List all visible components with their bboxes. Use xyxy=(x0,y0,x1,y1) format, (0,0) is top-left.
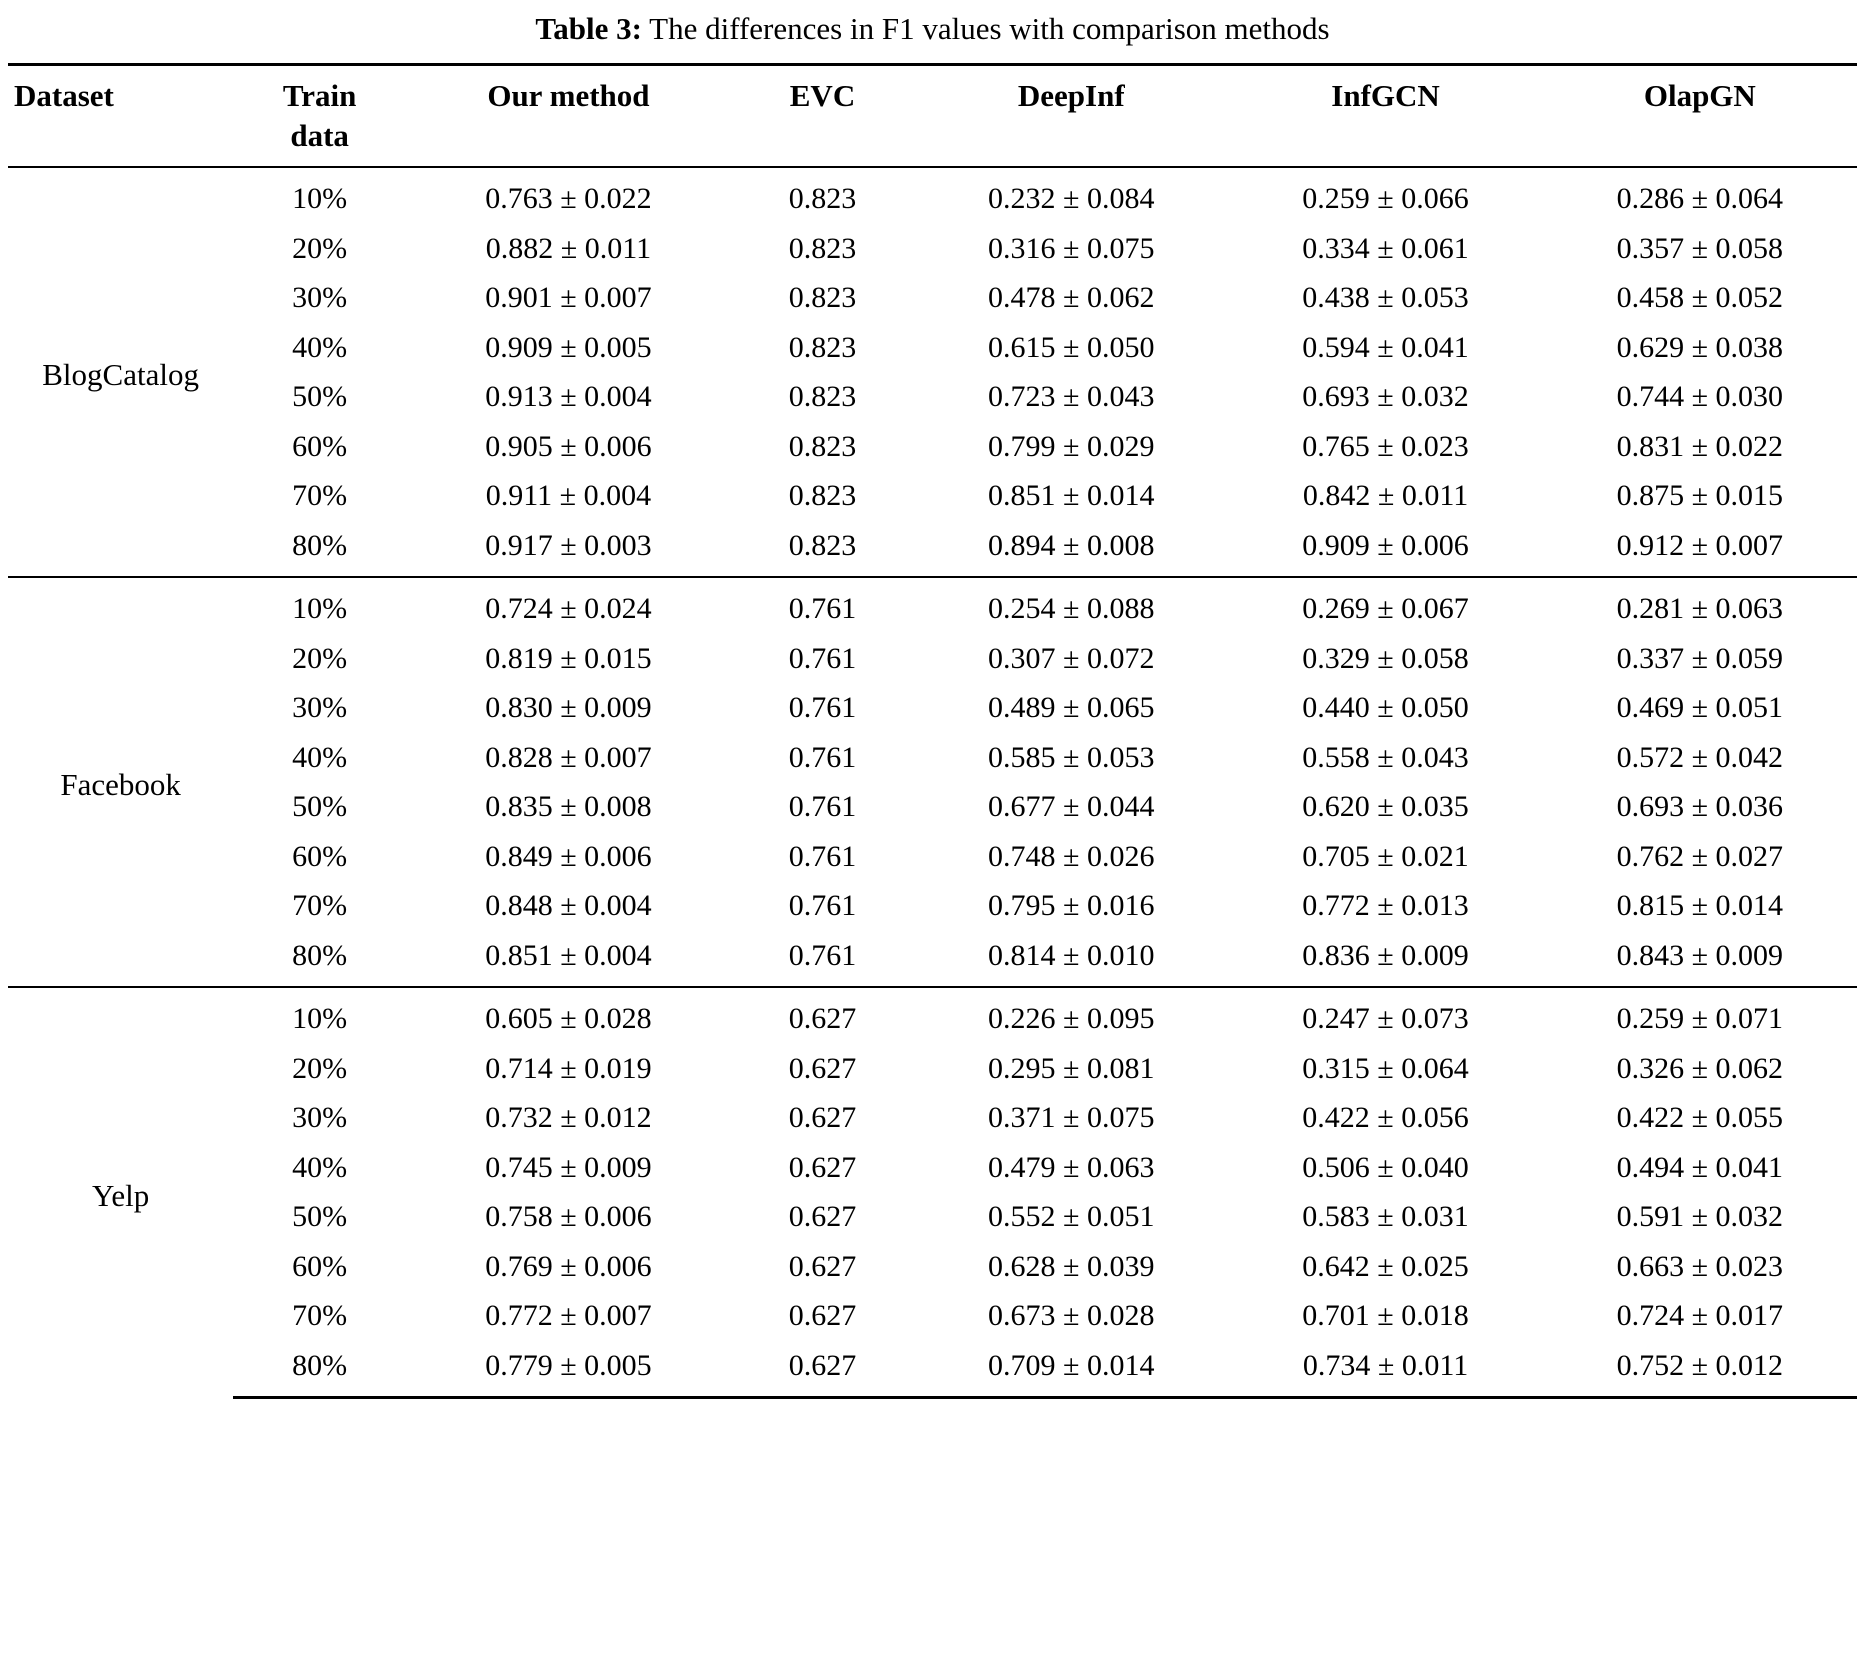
olapgn-cell: 0.591 ± 0.032 xyxy=(1616,1200,1784,1234)
infgcn-cell: 0.693 ± 0.032 xyxy=(1302,380,1469,414)
evc-cell: 0.823 xyxy=(788,182,857,216)
table-row xyxy=(8,1093,1857,1143)
infgcn-cell: 0.842 ± 0.011 xyxy=(1302,479,1469,513)
evc-cell: 0.761 xyxy=(788,839,857,873)
evc-cell: 0.627 xyxy=(788,1200,857,1234)
our-method-cell: 0.779 ± 0.005 xyxy=(406,1341,731,1398)
infgcn-cell: 0.701 ± 0.018 xyxy=(1302,1299,1469,1333)
table-row xyxy=(8,881,1857,931)
column-header-train-line1: Train xyxy=(282,77,357,113)
evc-cell: 0.761 xyxy=(788,740,857,774)
evc-cell: 0.627 xyxy=(788,1101,857,1135)
deepinf-cell: 0.254 ± 0.088 xyxy=(914,577,1228,634)
table-row xyxy=(8,1242,1857,1292)
olapgn-cell: 0.843 ± 0.009 xyxy=(1616,938,1784,972)
dataset-name-cell: BlogCatalog xyxy=(42,356,199,392)
evc-cell: 0.627 xyxy=(788,1299,857,1333)
deepinf-cell: 0.795 ± 0.016 xyxy=(988,889,1155,923)
train-data-cell: 40% xyxy=(292,740,348,774)
train-data-cell: 10% xyxy=(233,987,406,1044)
deepinf-cell: 0.894 ± 0.008 xyxy=(988,528,1155,562)
infgcn-cell: 0.705 ± 0.021 xyxy=(1302,839,1469,873)
olapgn-cell: 0.724 ± 0.017 xyxy=(1616,1299,1784,1333)
olapgn-cell: 0.469 ± 0.051 xyxy=(1616,691,1784,725)
deepinf-cell: 0.677 ± 0.044 xyxy=(988,790,1155,824)
table-body xyxy=(8,167,1857,1398)
evc-cell: 0.761 xyxy=(731,577,914,634)
deepinf-cell: 0.585 ± 0.053 xyxy=(988,740,1155,774)
our-method-cell: 0.724 ± 0.024 xyxy=(406,577,731,634)
olapgn-cell: 0.286 ± 0.064 xyxy=(1616,182,1784,216)
our-method-cell: 0.835 ± 0.008 xyxy=(485,790,652,824)
our-method-cell: 0.830 ± 0.009 xyxy=(485,691,652,725)
olapgn-cell: 0.357 ± 0.058 xyxy=(1616,231,1784,265)
infgcn-cell: 0.642 ± 0.025 xyxy=(1302,1249,1469,1283)
evc-cell: 0.823 xyxy=(788,528,857,562)
evc-cell: 0.823 xyxy=(788,281,857,315)
olapgn-cell: 0.281 ± 0.063 xyxy=(1543,577,1857,634)
column-header-evc: EVC xyxy=(731,64,914,167)
infgcn-cell: 0.583 ± 0.031 xyxy=(1302,1200,1469,1234)
table-row xyxy=(8,683,1857,733)
table-caption-text: The differences in F1 values with comparison methods xyxy=(641,11,1330,46)
infgcn-cell: 0.259 ± 0.066 xyxy=(1302,182,1469,216)
header-row xyxy=(8,64,1857,167)
table-row xyxy=(8,931,1857,988)
olapgn-cell: 0.259 ± 0.071 xyxy=(1543,987,1857,1044)
our-method-cell: 0.819 ± 0.015 xyxy=(485,641,652,675)
evc-cell: 0.627 xyxy=(731,1341,914,1398)
deepinf-cell: 0.307 ± 0.072 xyxy=(988,641,1155,675)
table-row xyxy=(8,1291,1857,1341)
column-header-train-data xyxy=(233,64,406,167)
deepinf-cell: 0.226 ± 0.095 xyxy=(914,987,1228,1044)
train-data-cell: 10% xyxy=(292,182,348,216)
table-row xyxy=(8,323,1857,373)
evc-cell: 0.823 xyxy=(788,429,857,463)
evc-cell: 0.823 xyxy=(788,479,857,513)
table-row xyxy=(8,733,1857,783)
evc-cell: 0.761 xyxy=(788,889,857,923)
olapgn-cell: 0.422 ± 0.055 xyxy=(1616,1101,1784,1135)
column-header-olapgn: OlapGN xyxy=(1543,64,1857,167)
deepinf-cell: 0.673 ± 0.028 xyxy=(988,1299,1155,1333)
deepinf-cell: 0.799 ± 0.029 xyxy=(988,429,1155,463)
train-data-cell: 70% xyxy=(292,889,348,923)
infgcn-cell: 0.765 ± 0.023 xyxy=(1302,429,1469,463)
train-data-cell: 30% xyxy=(292,281,348,315)
deepinf-cell: 0.628 ± 0.039 xyxy=(988,1249,1155,1283)
olapgn-cell: 0.693 ± 0.036 xyxy=(1616,790,1784,824)
infgcn-cell: 0.329 ± 0.058 xyxy=(1302,641,1469,675)
deepinf-cell: 0.479 ± 0.063 xyxy=(988,1150,1155,1184)
infgcn-cell: 0.440 ± 0.050 xyxy=(1302,691,1469,725)
our-method-cell: 0.828 ± 0.007 xyxy=(485,740,652,774)
train-data-cell: 50% xyxy=(292,790,348,824)
our-method-cell: 0.905 ± 0.006 xyxy=(485,429,652,463)
infgcn-cell: 0.772 ± 0.013 xyxy=(1302,889,1469,923)
train-data-cell: 20% xyxy=(292,1051,348,1085)
olapgn-cell: 0.326 ± 0.062 xyxy=(1616,1051,1784,1085)
dataset-name-cell: Facebook xyxy=(8,577,233,987)
olapgn-cell: 0.494 ± 0.041 xyxy=(1616,1150,1784,1184)
column-header-train-line2: data xyxy=(290,118,349,154)
infgcn-cell: 0.438 ± 0.053 xyxy=(1302,281,1469,315)
olapgn-cell: 0.629 ± 0.038 xyxy=(1616,330,1784,364)
deepinf-cell: 0.709 ± 0.014 xyxy=(914,1341,1228,1398)
train-data-cell: 30% xyxy=(292,691,348,725)
evc-cell: 0.761 xyxy=(788,938,857,972)
evc-cell: 0.823 xyxy=(788,380,857,414)
f1-comparison-table xyxy=(8,63,1857,1400)
evc-cell: 0.761 xyxy=(788,691,857,725)
table-caption-label: Table 3: xyxy=(535,11,642,46)
our-method-cell: 0.911 ± 0.004 xyxy=(485,479,652,513)
table-row xyxy=(8,1143,1857,1193)
olapgn-cell: 0.875 ± 0.015 xyxy=(1616,479,1784,513)
table-row xyxy=(8,577,1857,634)
train-data-cell: 80% xyxy=(292,938,348,972)
our-method-cell: 0.917 ± 0.003 xyxy=(485,528,652,562)
train-data-cell: 20% xyxy=(292,641,348,675)
olapgn-cell: 0.752 ± 0.012 xyxy=(1543,1341,1857,1398)
table-row xyxy=(8,521,1857,578)
infgcn-cell: 0.836 ± 0.009 xyxy=(1302,938,1469,972)
infgcn-cell: 0.734 ± 0.011 xyxy=(1228,1341,1542,1398)
train-data-cell: 10% xyxy=(233,577,406,634)
our-method-cell: 0.909 ± 0.005 xyxy=(485,330,652,364)
table-row xyxy=(8,422,1857,472)
our-method-cell: 0.763 ± 0.022 xyxy=(485,182,652,216)
table-row xyxy=(8,167,1857,224)
infgcn-cell: 0.506 ± 0.040 xyxy=(1302,1150,1469,1184)
table-row xyxy=(8,634,1857,684)
column-header-dataset: Dataset xyxy=(8,64,233,167)
deepinf-cell: 0.478 ± 0.062 xyxy=(988,281,1155,315)
evc-cell: 0.823 xyxy=(788,330,857,364)
train-data-cell: 60% xyxy=(292,839,348,873)
olapgn-cell: 0.831 ± 0.022 xyxy=(1616,429,1784,463)
deepinf-cell: 0.814 ± 0.010 xyxy=(988,938,1155,972)
deepinf-cell: 0.316 ± 0.075 xyxy=(988,231,1155,265)
table-row xyxy=(8,372,1857,422)
olapgn-cell: 0.815 ± 0.014 xyxy=(1616,889,1784,923)
evc-cell: 0.627 xyxy=(731,987,914,1044)
deepinf-cell: 0.723 ± 0.043 xyxy=(988,380,1155,414)
infgcn-cell: 0.269 ± 0.067 xyxy=(1228,577,1542,634)
olapgn-cell: 0.762 ± 0.027 xyxy=(1616,839,1784,873)
olapgn-cell: 0.572 ± 0.042 xyxy=(1616,740,1784,774)
column-header-deepinf: DeepInf xyxy=(914,64,1228,167)
train-data-cell: 80% xyxy=(292,528,348,562)
evc-cell: 0.627 xyxy=(788,1249,857,1283)
our-method-cell: 0.913 ± 0.004 xyxy=(485,380,652,414)
column-header-infgcn: InfGCN xyxy=(1228,64,1542,167)
table-row xyxy=(8,832,1857,882)
table-row xyxy=(8,1341,1857,1398)
deepinf-cell: 0.552 ± 0.051 xyxy=(988,1200,1155,1234)
table-header xyxy=(8,64,1857,167)
olapgn-cell: 0.663 ± 0.023 xyxy=(1616,1249,1784,1283)
train-data-cell: 30% xyxy=(292,1101,348,1135)
our-method-cell: 0.758 ± 0.006 xyxy=(485,1200,652,1234)
olapgn-cell: 0.744 ± 0.030 xyxy=(1616,380,1784,414)
dataset-name-cell: Yelp xyxy=(8,987,233,1398)
our-method-cell: 0.851 ± 0.004 xyxy=(485,938,652,972)
our-method-cell: 0.882 ± 0.011 xyxy=(485,231,652,265)
olapgn-cell: 0.912 ± 0.007 xyxy=(1616,528,1784,562)
train-data-cell: 40% xyxy=(292,1150,348,1184)
train-data-cell: 70% xyxy=(292,479,348,513)
infgcn-cell: 0.620 ± 0.035 xyxy=(1302,790,1469,824)
olapgn-cell: 0.337 ± 0.059 xyxy=(1616,641,1784,675)
infgcn-cell: 0.909 ± 0.006 xyxy=(1302,528,1469,562)
olapgn-cell: 0.458 ± 0.052 xyxy=(1616,281,1784,315)
evc-cell: 0.823 xyxy=(788,231,857,265)
evc-cell: 0.761 xyxy=(788,790,857,824)
our-method-cell: 0.714 ± 0.019 xyxy=(485,1051,652,1085)
infgcn-cell: 0.247 ± 0.073 xyxy=(1228,987,1542,1044)
our-method-cell: 0.901 ± 0.007 xyxy=(485,281,652,315)
train-data-cell: 40% xyxy=(292,330,348,364)
deepinf-cell: 0.232 ± 0.084 xyxy=(988,182,1155,216)
train-data-cell: 60% xyxy=(292,429,348,463)
train-data-cell: 50% xyxy=(292,1200,348,1234)
our-method-cell: 0.745 ± 0.009 xyxy=(485,1150,652,1184)
table-row xyxy=(8,224,1857,274)
train-data-cell: 80% xyxy=(233,1341,406,1398)
table-row xyxy=(8,471,1857,521)
table-caption xyxy=(8,10,1857,49)
our-method-cell: 0.848 ± 0.004 xyxy=(485,889,652,923)
evc-cell: 0.761 xyxy=(788,641,857,675)
table-row xyxy=(8,782,1857,832)
infgcn-cell: 0.558 ± 0.043 xyxy=(1302,740,1469,774)
our-method-cell: 0.605 ± 0.028 xyxy=(406,987,731,1044)
column-header-our-method: Our method xyxy=(406,64,731,167)
our-method-cell: 0.772 ± 0.007 xyxy=(485,1299,652,1333)
train-data-cell: 50% xyxy=(292,380,348,414)
our-method-cell: 0.732 ± 0.012 xyxy=(485,1101,652,1135)
deepinf-cell: 0.371 ± 0.075 xyxy=(988,1101,1155,1135)
evc-cell: 0.627 xyxy=(788,1051,857,1085)
our-method-cell: 0.769 ± 0.006 xyxy=(485,1249,652,1283)
infgcn-cell: 0.315 ± 0.064 xyxy=(1302,1051,1469,1085)
infgcn-cell: 0.594 ± 0.041 xyxy=(1302,330,1469,364)
our-method-cell: 0.849 ± 0.006 xyxy=(485,839,652,873)
train-data-cell: 20% xyxy=(292,231,348,265)
deepinf-cell: 0.295 ± 0.081 xyxy=(988,1051,1155,1085)
infgcn-cell: 0.334 ± 0.061 xyxy=(1302,231,1469,265)
train-data-cell: 70% xyxy=(292,1299,348,1333)
infgcn-cell: 0.422 ± 0.056 xyxy=(1302,1101,1469,1135)
deepinf-cell: 0.748 ± 0.026 xyxy=(988,839,1155,873)
deepinf-cell: 0.615 ± 0.050 xyxy=(988,330,1155,364)
table-row xyxy=(8,987,1857,1044)
deepinf-cell: 0.851 ± 0.014 xyxy=(988,479,1155,513)
table-row xyxy=(8,273,1857,323)
train-data-cell: 60% xyxy=(292,1249,348,1283)
evc-cell: 0.627 xyxy=(788,1150,857,1184)
deepinf-cell: 0.489 ± 0.065 xyxy=(988,691,1155,725)
table-row xyxy=(8,1044,1857,1094)
table-row xyxy=(8,1192,1857,1242)
